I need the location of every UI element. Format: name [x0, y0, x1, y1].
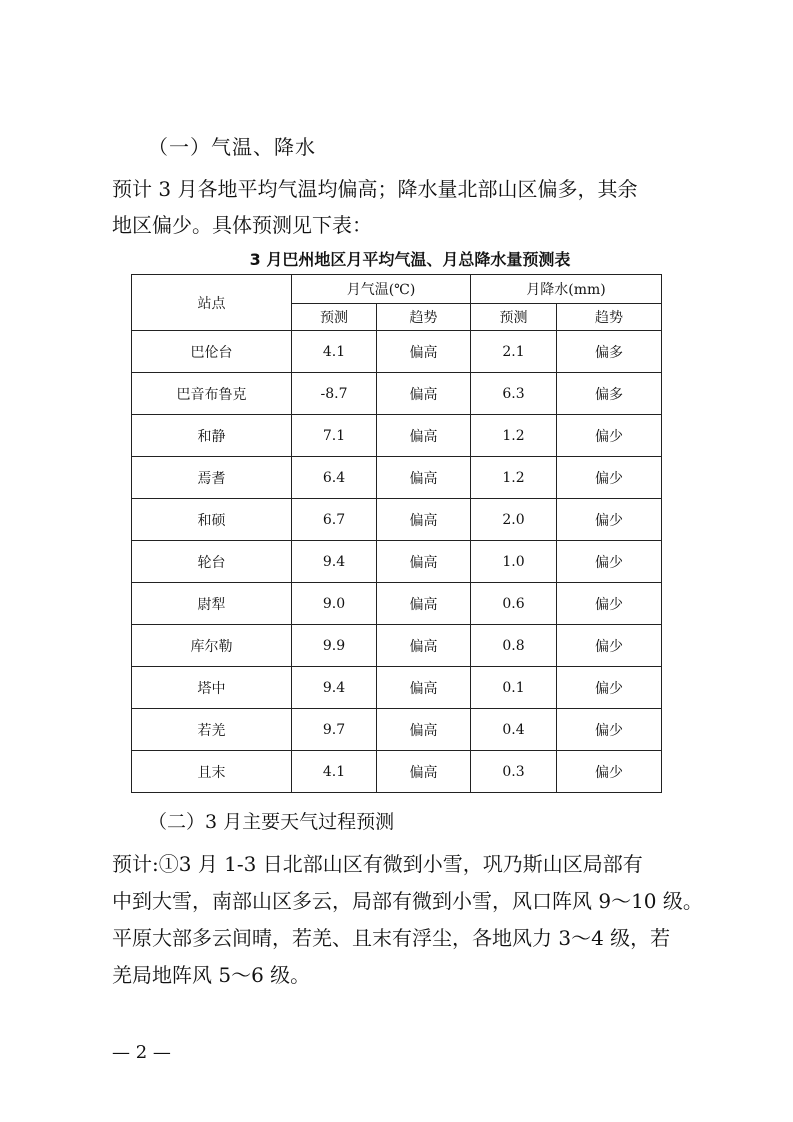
cell-precip: 0.6 — [471, 583, 557, 625]
table-row — [132, 625, 662, 667]
header-precip-forecast: 预测 — [471, 304, 557, 331]
cell-precip-trend: 偏少 — [557, 499, 662, 541]
cell-station: 尉犁 — [132, 583, 292, 625]
cell-temp-trend: 偏高 — [377, 583, 471, 625]
table-row — [132, 373, 662, 415]
table-row — [132, 709, 662, 751]
cell-temp: 7.1 — [292, 415, 377, 457]
cell-precip: 6.3 — [471, 373, 557, 415]
cell-precip-trend: 偏少 — [557, 583, 662, 625]
cell-temp-trend: 偏高 — [377, 499, 471, 541]
header-temperature-group: 月气温(℃) — [292, 275, 471, 304]
table-row — [132, 457, 662, 499]
cell-station: 塔中 — [132, 667, 292, 709]
cell-temp-trend: 偏高 — [377, 625, 471, 667]
cell-precip: 1.2 — [471, 457, 557, 499]
header-temp-forecast: 预测 — [292, 304, 377, 331]
cell-precip-trend: 偏少 — [557, 541, 662, 583]
table-row — [132, 583, 662, 625]
cell-precip-trend: 偏少 — [557, 709, 662, 751]
cell-precip-trend: 偏多 — [557, 373, 662, 415]
cell-temp-trend: 偏高 — [377, 709, 471, 751]
table-row — [132, 751, 662, 793]
header-precip-trend: 趋势 — [557, 304, 662, 331]
cell-precip-trend: 偏少 — [557, 415, 662, 457]
cell-station: 若羌 — [132, 709, 292, 751]
cell-temp-trend: 偏高 — [377, 457, 471, 499]
cell-temp-trend: 偏高 — [377, 541, 471, 583]
cell-station: 巴伦台 — [132, 331, 292, 373]
table-row — [132, 331, 662, 373]
cell-temp: 6.7 — [292, 499, 377, 541]
section-2-paragraph-line-1: 预计:①3 月 1-3 日北部山区有微到小雪，巩乃斯山区局部有 — [112, 852, 643, 876]
cell-station: 和静 — [132, 415, 292, 457]
table-header-row — [132, 275, 662, 304]
cell-station: 库尔勒 — [132, 625, 292, 667]
section-2-paragraph-line-3: 平原大部多云间晴，若羌、且末有浮尘，各地风力 3～4 级，若 — [112, 926, 671, 950]
section-1-paragraph-line-2: 地区偏少。具体预测见下表： — [112, 213, 372, 237]
table-title: 3 月巴州地区月平均气温、月总降水量预测表 — [249, 250, 571, 269]
cell-temp: 9.4 — [292, 667, 377, 709]
cell-temp: -8.7 — [292, 373, 377, 415]
cell-station: 轮台 — [132, 541, 292, 583]
section-2-heading: （二）3 月主要天气过程预测 — [148, 811, 395, 833]
cell-precip: 1.0 — [471, 541, 557, 583]
cell-station: 焉耆 — [132, 457, 292, 499]
table-row — [132, 499, 662, 541]
page-number: — 2 — — [112, 1042, 171, 1063]
header-precipitation-group: 月降水(mm) — [471, 275, 662, 304]
section-2-paragraph-line-2: 中到大雪，南部山区多云，局部有微到小雪，风口阵风 9～10 级。 — [112, 889, 703, 913]
cell-precip: 2.1 — [471, 331, 557, 373]
cell-temp: 4.1 — [292, 751, 377, 793]
cell-temp-trend: 偏高 — [377, 751, 471, 793]
forecast-table — [131, 274, 662, 793]
cell-temp-trend: 偏高 — [377, 373, 471, 415]
cell-temp: 9.0 — [292, 583, 377, 625]
cell-precip-trend: 偏多 — [557, 331, 662, 373]
table-row — [132, 541, 662, 583]
cell-station: 且末 — [132, 751, 292, 793]
cell-station: 巴音布鲁克 — [132, 373, 292, 415]
cell-temp: 9.9 — [292, 625, 377, 667]
cell-precip-trend: 偏少 — [557, 457, 662, 499]
cell-precip: 0.8 — [471, 625, 557, 667]
cell-precip-trend: 偏少 — [557, 625, 662, 667]
cell-temp-trend: 偏高 — [377, 667, 471, 709]
header-temp-trend: 趋势 — [377, 304, 471, 331]
cell-precip-trend: 偏少 — [557, 751, 662, 793]
cell-precip: 0.1 — [471, 667, 557, 709]
section-1-heading: （一）气温、降水 — [148, 135, 316, 159]
cell-temp-trend: 偏高 — [377, 331, 471, 373]
table-row — [132, 667, 662, 709]
cell-temp: 6.4 — [292, 457, 377, 499]
cell-temp: 9.4 — [292, 541, 377, 583]
cell-station: 和硕 — [132, 499, 292, 541]
section-2-paragraph-line-4: 羌局地阵风 5～6 级。 — [112, 963, 311, 987]
cell-temp: 4.1 — [292, 331, 377, 373]
header-station: 站点 — [132, 275, 292, 331]
section-1-paragraph-line-1: 预计 3 月各地平均气温均偏高；降水量北部山区偏多，其余 — [112, 177, 638, 201]
cell-temp-trend: 偏高 — [377, 415, 471, 457]
cell-precip: 0.4 — [471, 709, 557, 751]
cell-precip: 1.2 — [471, 415, 557, 457]
cell-precip: 2.0 — [471, 499, 557, 541]
cell-precip: 0.3 — [471, 751, 557, 793]
cell-temp: 9.7 — [292, 709, 377, 751]
cell-precip-trend: 偏少 — [557, 667, 662, 709]
table-row — [132, 415, 662, 457]
